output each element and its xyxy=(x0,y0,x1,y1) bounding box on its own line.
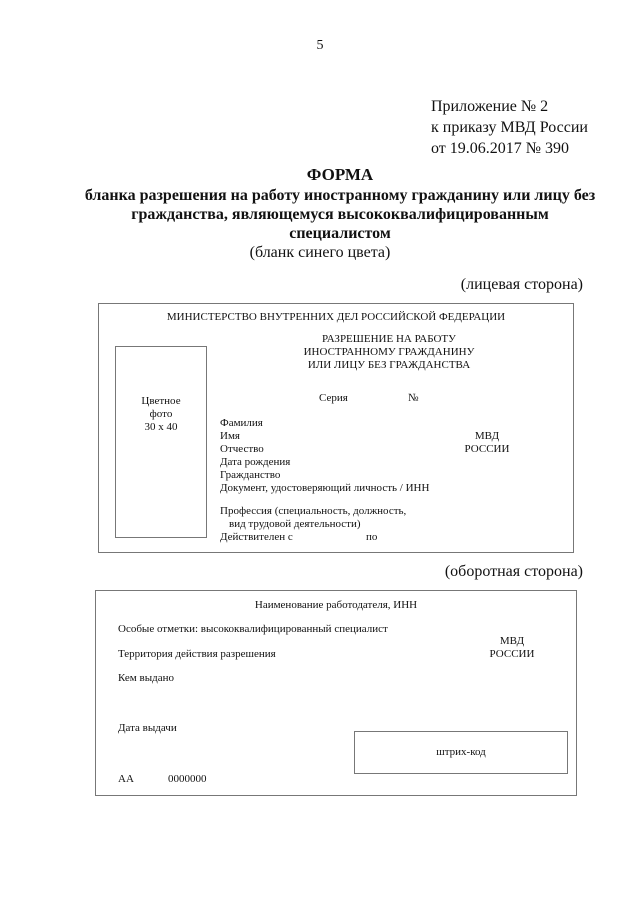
page-number: 5 xyxy=(316,38,324,53)
title-line-1: ФОРМА xyxy=(306,165,374,184)
permit-back-side xyxy=(95,590,577,796)
field-patronymic: Отчество xyxy=(220,443,264,455)
color-note: (бланк синего цвета) xyxy=(249,244,391,261)
field-citizenship: Гражданство xyxy=(220,469,281,481)
territory-label: Территория действия разрешения xyxy=(118,648,276,660)
photo-placeholder xyxy=(115,346,207,538)
title-line-3: гражданства, являющемуся высококвалифицированным xyxy=(131,206,549,223)
permit-title-line-1: РАЗРЕШЕНИЕ НА РАБОТУ xyxy=(322,333,456,345)
photo-label-1: Цветное xyxy=(141,395,181,407)
title-line-2: бланка разрешения на работу иностранному гражданину или лицу без xyxy=(84,187,596,204)
appendix-line-2: к приказу МВД России xyxy=(431,119,588,136)
appendix-line-3: от 19.06.2017 № 390 xyxy=(431,140,570,157)
mvd-mark-line-2: РОССИИ xyxy=(464,443,510,455)
special-marks-label: Особые отметки: высококвалифицированный специалист xyxy=(118,623,388,635)
permit-front-side xyxy=(98,303,574,553)
mvd-mark-back xyxy=(482,635,542,661)
employer-label: Наименование работодателя, ИНН xyxy=(254,599,418,611)
title-line-4: специалистом xyxy=(289,225,391,242)
number-value: 0000000 xyxy=(168,773,207,785)
photo-label-2: фото xyxy=(149,408,173,420)
mvd-mark-back-line-1: МВД xyxy=(499,635,525,647)
field-profession-line-1: Профессия (специальность, должность, xyxy=(220,505,407,517)
series-label: Серия xyxy=(319,392,348,404)
mvd-mark xyxy=(452,430,522,456)
appendix-reference xyxy=(431,96,588,159)
permit-title-line-3: ИЛИ ЛИЦУ БЕЗ ГРАЖДАНСТВА xyxy=(307,359,471,371)
field-id-document: Документ, удостоверяющий личность / ИНН xyxy=(220,482,430,494)
issued-by-label: Кем выдано xyxy=(118,672,174,684)
field-name: Имя xyxy=(220,430,240,442)
issue-date-label: Дата выдачи xyxy=(118,722,177,734)
permit-title xyxy=(289,333,489,372)
field-surname: Фамилия xyxy=(220,417,263,429)
back-side-label: (оборотная сторона) xyxy=(444,563,583,580)
field-valid-from: Действителен с xyxy=(220,531,293,543)
field-valid-to: по xyxy=(366,531,378,543)
ministry-heading: МИНИСТЕРСТВО ВНУТРЕННИХ ДЕЛ РОССИЙСКОЙ ФЕДЕРАЦИИ xyxy=(166,311,506,323)
appendix-line-1: Приложение № 2 xyxy=(431,98,549,115)
document-title xyxy=(60,165,620,243)
permit-title-line-2: ИНОСТРАННОМУ ГРАЖДАНИНУ xyxy=(303,346,475,358)
front-side-label: (лицевая сторона) xyxy=(460,276,583,293)
field-birth-date: Дата рождения xyxy=(220,456,291,468)
photo-label-3: 30 х 40 xyxy=(144,421,178,433)
number-label: № xyxy=(408,392,419,404)
series-value: АА xyxy=(118,773,134,785)
barcode-box: штрих-код xyxy=(354,731,568,774)
mvd-mark-line-1: МВД xyxy=(474,430,500,442)
mvd-mark-back-line-2: РОССИИ xyxy=(489,648,535,660)
field-profession-line-2: вид трудовой деятельности) xyxy=(229,518,361,530)
